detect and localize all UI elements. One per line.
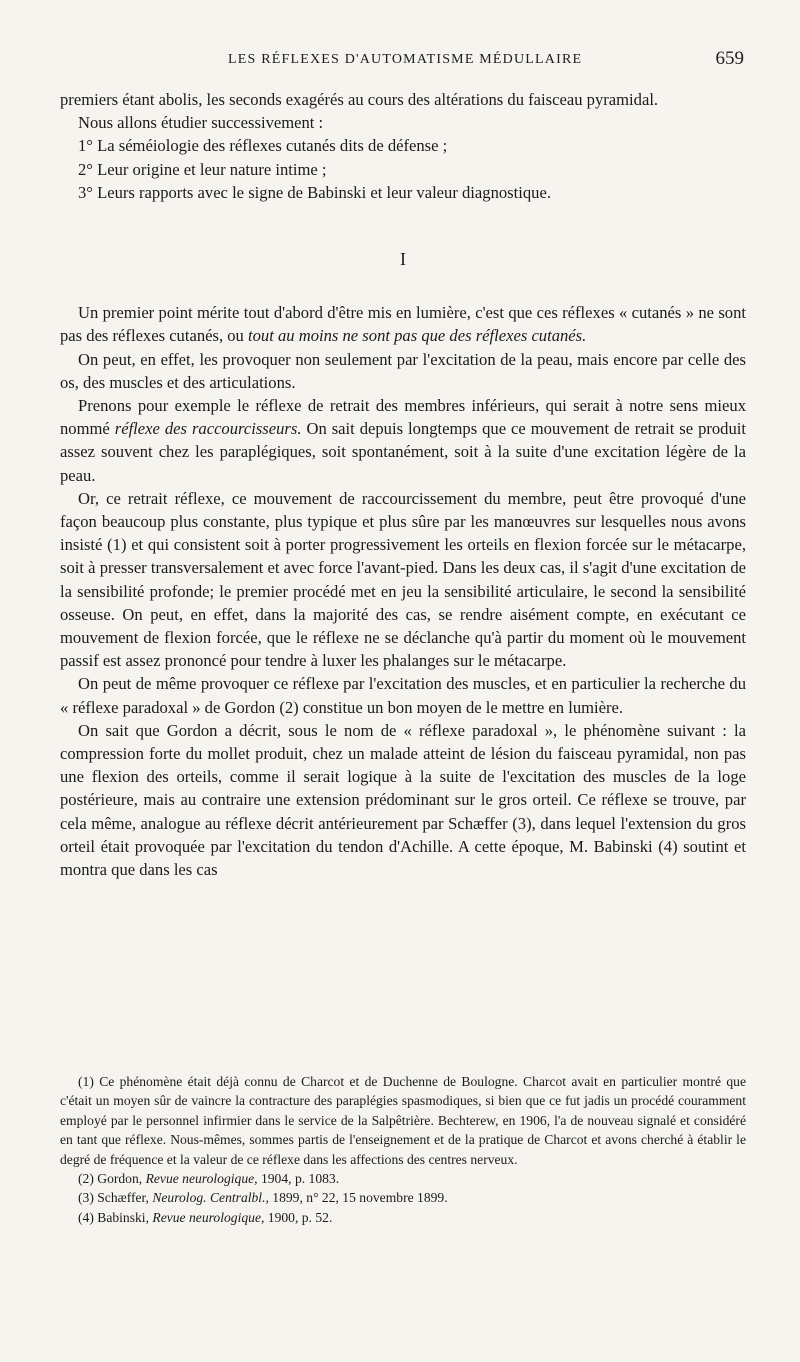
text-run: Un premier point mérite tout d'abord d'être mis en lumière, c'est que ces réflexes « cutanés » ne sont pas des réflexes cutanés, ou [60,303,746,346]
emphasis: réflexe des raccourcisseurs. [114,419,302,439]
paragraph: On peut, en effet, les provoquer non seulement par l'excitation de la peau, mais encore par celle des os, des muscles et des articulations. [60,349,746,392]
footnotes [60,1072,746,1227]
body-text [60,88,746,881]
running-title: LES RÉFLEXES D'AUTOMATISME MÉDULLAIRE [228,52,583,67]
footnote-tail: 1900, p. 52. [264,1209,333,1225]
page-number: 659 [715,48,744,69]
list-item: 1° La séméiologie des réflexes cutanés dits de défense ; [78,136,448,156]
emphasis: tout au moins ne sont pas que des réflexes cutanés. [248,326,587,346]
journal-title: Revue neurologique, [145,1171,258,1187]
journal-title: Neurolog. Centralbl., [152,1190,269,1206]
footnote [60,1208,746,1227]
footnote: (1) Ce phénomène était déjà connu de Charcot et de Duchenne de Boulogne. Charcot avait en particulier montré que c'était un moyen sûr de vaincre la contracture des paraplégies spasmodiques, si bien que ce fut jadis un procédé couramment employé par le personnel infirmier dans le service de la Salpêtrière. Bechterew, en 1906, l'a de nouveau signalé et considéré en tant que réflexe. Nous-mêmes, sommes partis de l'enseignement et de la pratique de Charcot et avons cherché à établir le degré de fréquence et la valeur de ce réflexe dans les affections des centres nerveux. [60,1074,746,1167]
paragraph: On sait que Gordon a décrit, sous le nom de « réflexe paradoxal », le phénomène suivant : la compression forte du mollet produit, chez un malade atteint de lésion du faisceau pyramidal, non pas une flexion des orteils, comme il serait logique à la suite de l'excitation des muscles de la loge postérieure, mais au contraire une extension prédominant sur le gros orteil. Ce réflexe se trouve, par cela même, analogue au réflexe décrit antérieurement par Schæffer (3), dans lequel l'extension du gros orteil était provoquée par l'excitation du tendon d'Achille. A cette époque, M. Babinski (4) soutint et montra que dans les cas [60,720,746,880]
paragraph [60,301,746,347]
page-header [60,48,750,74]
text-run: Prenons pour exemple le réflexe de retrait des membres inférieurs, qui serait à notre sens mieux nommé [60,396,746,439]
paragraph [60,394,746,487]
text-run: On sait depuis longtemps que ce mouvement de retrait se produit assez souvent chez les paraplégiques, soit spontanément, soit à la suite d'une excitation légère de la peau. [60,419,747,485]
footnote [60,1169,746,1188]
footnote-tail: 1904, p. 1083. [257,1171,340,1187]
footnote-lead: (3) Schæffer, [78,1190,153,1206]
footnote [60,1188,746,1207]
list-item: 2° Leur origine et leur nature intime ; [78,159,327,179]
list-item: 3° Leurs rapports avec le signe de Babinski et leur valeur diagnostique. [78,182,551,202]
journal-title: Revue neurologique, [152,1209,265,1225]
footnote-lead: (2) Gordon, [78,1171,146,1187]
section-number: I [400,249,406,270]
paragraph: Or, ce retrait réflexe, ce mouvement de raccourcissement du membre, peut être provoqué d'une façon beaucoup plus constante, plus typique et plus sûre par les manœuvres sur lesquelles nous avons insisté (1) et qui consistent soit à porter progressivement les orteils en flexion forcée sur le métacarpe, soit à presser transversalement et avec force l'avant-pied. Dans les deux cas, il s'agit d'une excitation de la sensibilité profonde; le premier procédé met en jeu la sensibilité articulaire, le second la sensibilité osseuse. On peut, en effet, dans la majorité des cas, se rendre aisément compte, en exécutant ce mouvement de flexion forcée, que le réflexe ne se déclanche qu'à partir du moment où le mouvement passif est assez prononcé pour tendre à luxer les phalanges sur le métacarpe. [60,488,746,671]
paragraph: Nous allons étudier successivement : [78,113,324,133]
paragraph: On peut de même provoquer ce réflexe par l'excitation des muscles, et en particulier la recherche du « réflexe paradoxal » de Gordon (2) constitue un bon moyen de le mettre en lumière. [60,674,746,717]
paragraph: premiers étant abolis, les seconds exagérés au cours des altérations du faisceau pyramidal. [60,90,659,109]
footnote-lead: (4) Babinski, [78,1209,153,1225]
footnote-tail: 1899, n° 22, 15 novembre 1899. [268,1190,448,1206]
